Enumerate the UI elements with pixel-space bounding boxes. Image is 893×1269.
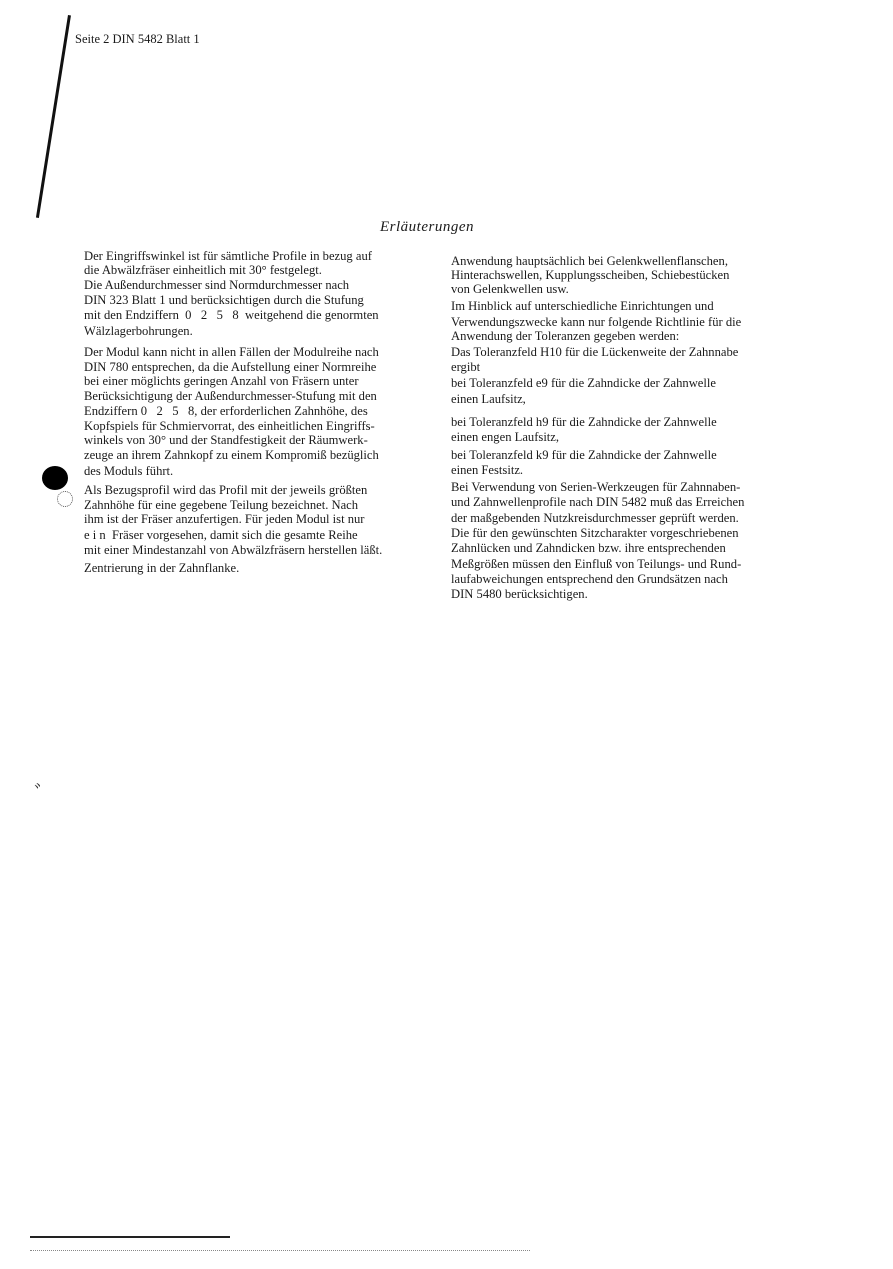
text-line: bei Toleranzfeld h9 für die Zahndicke der Zahnwelle <box>451 415 717 429</box>
scan-noise-line <box>30 1250 530 1251</box>
text-line: Die für den gewünschten Sitzcharakter vorgeschriebenen <box>451 526 739 540</box>
text-line: DIN 323 Blatt 1 und berücksichtigen durch die Stufung <box>84 293 364 307</box>
scan-artifact-ring <box>57 491 73 507</box>
text-line: DIN 5480 berücksichtigen. <box>451 587 588 601</box>
text-line: bei einer möglichts geringen Anzahl von Fräsern unter <box>84 374 359 388</box>
text-line: Berücksichtigung der Außendurchmesser-Stufung mit den <box>84 389 377 403</box>
text-line: Der Modul kann nicht in allen Fällen der Modulreihe nach <box>84 345 379 359</box>
text-line: ergibt <box>451 360 481 374</box>
text-line: einen Laufsitz, <box>451 392 526 406</box>
bottom-rule <box>30 1236 230 1238</box>
text-line: Wälzlagerbohrungen. <box>84 324 193 338</box>
scan-margin-line <box>36 15 71 218</box>
text-line: und Zahnwellenprofile nach DIN 5482 muß das Erreichen <box>451 495 745 509</box>
text-line: zeuge an ihrem Zahnkopf zu einem Kompromiß bezüglich <box>84 448 379 462</box>
punch-hole-mark <box>42 466 68 490</box>
text-line: des Moduls führt. <box>84 464 174 478</box>
text-line: Das Toleranzfeld H10 für die Lückenweite der Zahnnabe <box>451 345 739 359</box>
text-line: Endziffern 0 2 5 8, der erforderlichen Zahnhöhe, des <box>84 404 368 418</box>
text-line: Als Bezugsprofil wird das Profil mit der jeweils größten <box>84 483 368 497</box>
text-line: Anwendung hauptsächlich bei Gelenkwellenflanschen, <box>451 254 728 268</box>
text-line: der maßgebenden Nutzkreisdurchmesser geprüft werden. <box>451 511 739 525</box>
text-line: DIN 780 entsprechen, da die Aufstellung einer Normreihe <box>84 360 377 374</box>
text-line: e i n Fräser vorgesehen, damit sich die gesamte Reihe <box>84 528 358 542</box>
text-line: ihm ist der Fräser anzufertigen. Für jeden Modul ist nur <box>84 512 365 526</box>
text-line: Anwendung der Toleranzen gegeben werden: <box>451 329 680 343</box>
text-line: Kopfspiels für Schmiervorrat, des einheitlichen Eingriffs- <box>84 419 375 433</box>
text-line: Hinterachswellen, Kupplungsscheiben, Schiebestücken <box>451 268 730 282</box>
text-line: bei Toleranzfeld e9 für die Zahndicke der Zahnwelle <box>451 376 716 390</box>
text-line: von Gelenkwellen usw. <box>451 282 569 296</box>
text-line: Zahnlücken und Zahndicken bzw. ihre entsprechenden <box>451 541 726 555</box>
text-line: einen Festsitz. <box>451 463 524 477</box>
text-line: bei Toleranzfeld k9 für die Zahndicke der Zahnwelle <box>451 448 717 462</box>
page-header: Seite 2 DIN 5482 Blatt 1 <box>75 32 200 46</box>
text-line: die Abwälzfräser einheitlich mit 30° festgelegt. <box>84 263 322 277</box>
text-line: Verwendungszwecke kann nur folgende Richtlinie für die <box>451 315 742 329</box>
text-line: winkels von 30° und der Standfestigkeit der Räumwerk- <box>84 433 368 447</box>
text-line: Zahnhöhe für eine gegebene Teilung bezeichnet. Nach <box>84 498 359 512</box>
text-line: Der Eingriffswinkel ist für sämtliche Profile in bezug auf <box>84 249 372 263</box>
scan-artifact-scribble: ﾞ <box>34 782 46 807</box>
text-line: mit den Endziffern 0 2 5 8 weitgehend die genormten <box>84 308 379 322</box>
text-line: einen engen Laufsitz, <box>451 430 560 444</box>
text-line: Zentrierung in der Zahnflanke. <box>84 561 240 575</box>
text-line: Bei Verwendung von Serien-Werkzeugen für Zahnnaben- <box>451 480 741 494</box>
text-line: Die Außendurchmesser sind Normdurchmesser nach <box>84 278 350 292</box>
text-line: mit einer Mindestanzahl von Abwälzfräsern herstellen läßt. <box>84 543 383 557</box>
text-line: laufabweichungen entsprechend den Grundsätzen nach <box>451 572 728 586</box>
section-title: Erläuterungen <box>380 219 474 235</box>
text-line: Meßgrößen müssen den Einfluß von Teilungs- und Rund- <box>451 557 742 571</box>
text-line: Im Hinblick auf unterschiedliche Einrichtungen und <box>451 299 714 313</box>
